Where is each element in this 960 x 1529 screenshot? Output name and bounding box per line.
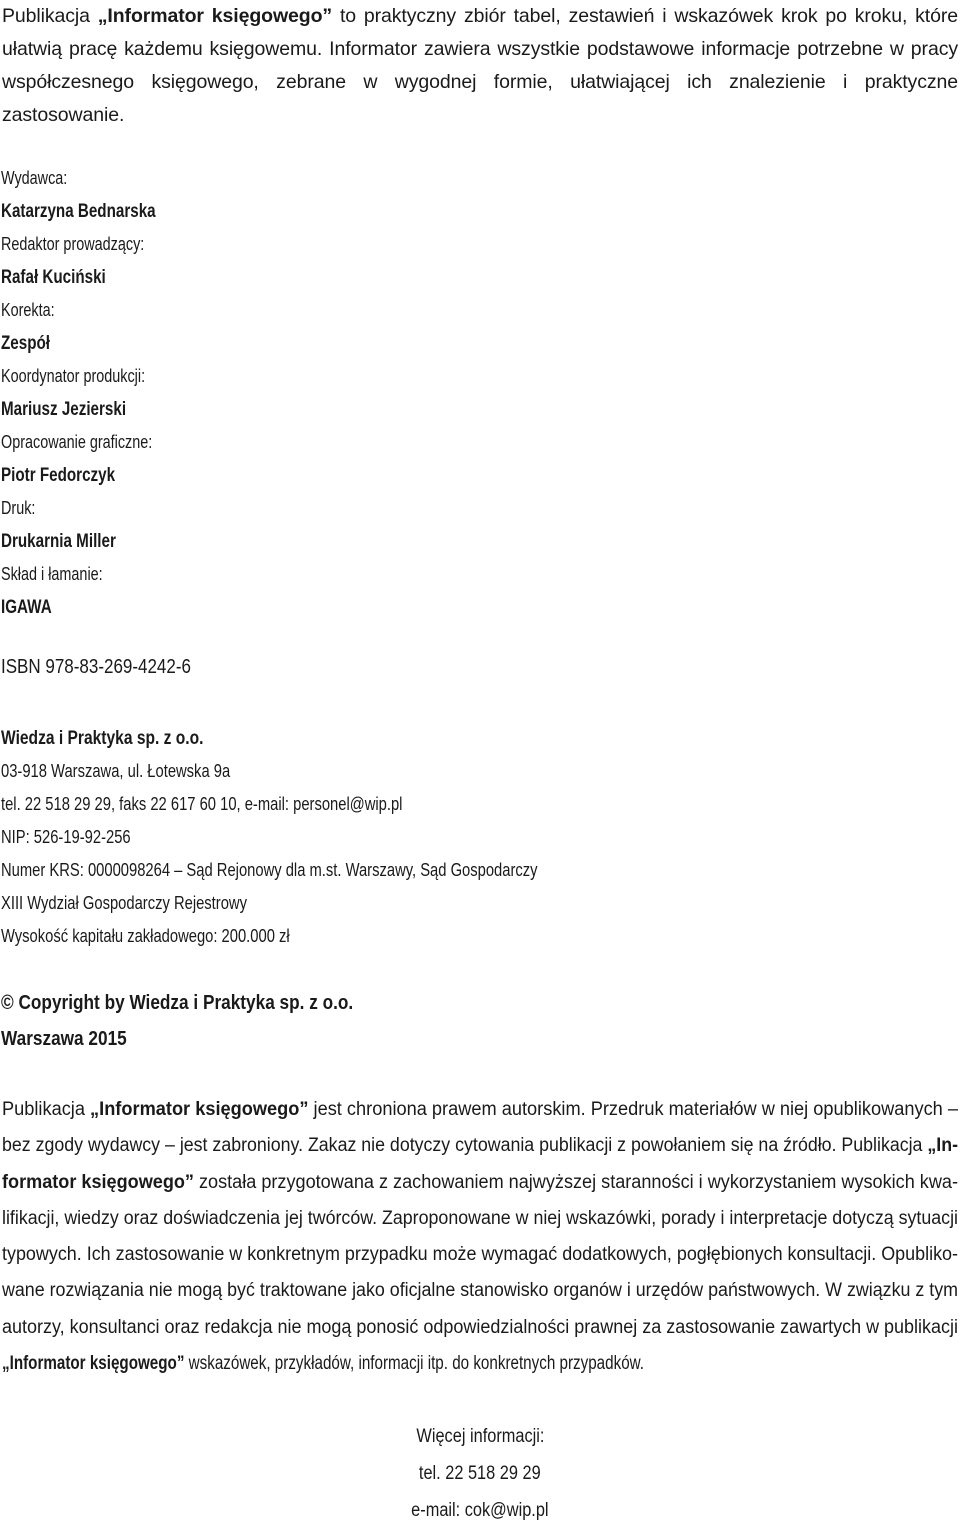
credit-value: Mariusz Jezierski — [1, 399, 127, 420]
legal-line-text — [2, 1201, 958, 1237]
legal-line — [2, 1273, 958, 1309]
legal-text: lifikacji, wiedzy oraz doświadczenia jej twórców. Zaproponowane w niej wskazówki, porady i interpretacje dotyczą sytuacji — [2, 1207, 958, 1229]
credit-value-row — [1, 327, 194, 360]
credit-label-row — [1, 294, 194, 327]
legal-line — [2, 1346, 958, 1382]
contact-block — [0, 1418, 960, 1529]
credit-value: Rafał Kuciński — [1, 267, 106, 288]
copyright-place: Warszawa 2015 — [1, 1027, 127, 1050]
credit-label: Korekta: — [1, 300, 55, 320]
company-info — [1, 722, 655, 953]
legal-line — [2, 1201, 958, 1237]
isbn: ISBN 978-83-269-4242-6 — [1, 656, 191, 678]
company-capital: Wysokość kapitału zakładowego: 200.000 zł — [1, 926, 290, 946]
credit-label: Wydawca: — [1, 168, 68, 188]
legal-line — [2, 1128, 958, 1164]
credit-label: Druk: — [1, 498, 36, 518]
contact-phone: tel. 22 518 29 29 — [419, 1463, 541, 1484]
legal-text: wane rozwiązania nie mogą być traktowane jako oficjalne stanowisko organów i urzędów państwowych. W związku z tym — [2, 1280, 958, 1302]
legal-publication-title: „Informator księgowego” — [2, 1353, 185, 1375]
legal-line-text — [2, 1092, 958, 1128]
credit-label-row — [1, 558, 194, 591]
legal-text: jest chroniona prawem autorskim. Przedruk materiałów w niej opublikowanych – — [308, 1099, 958, 1120]
legal-publication-title: „In- — [927, 1135, 958, 1157]
credit-label: Koordynator produkcji: — [1, 366, 146, 386]
intro-text: to praktyczny zbiór tabel, zestawień i wskazówek krok po kroku, które ułatwią pracę każdemu księgowemu. Informator zawiera wszystkie podstawowe informacje potrzebne w pracy współczesnego księgowego, zebrane w wygodnej formie, ułatwiającej ich znalezienie i praktyczne zastosowanie. — [2, 5, 958, 126]
credit-value-row — [1, 261, 194, 294]
legal-line-text — [2, 1346, 644, 1382]
company-court: XIII Wydział Gospodarczy Rejestrowy — [1, 893, 247, 913]
contact-email: e-mail: cok@wip.pl — [411, 1500, 549, 1521]
credit-value-row — [1, 459, 194, 492]
company-phone: tel. 22 518 29 29, faks 22 617 60 10, e-mail: personel@wip.pl — [1, 794, 403, 814]
legal-line-text — [2, 1165, 958, 1201]
credit-value-row — [1, 591, 194, 624]
legal-text: typowych. Ich zastosowanie w konkretnym przypadku może wymagać dodatkowych, pogłębionych konsultacji. Opubliko- — [2, 1244, 958, 1266]
credit-value: Zespół — [1, 333, 50, 354]
credit-value: IGAWA — [1, 597, 52, 618]
legal-text: bez zgody wydawcy – jest zabroniony. Zakaz nie dotyczy cytowania publikacji z powołaniem się na źródło. Publikacja — [2, 1135, 928, 1157]
credit-label-row — [1, 426, 194, 459]
credit-label-row — [1, 228, 194, 261]
legal-text: wskazówek, przykładów, informacji itp. do konkretnych przypadków. — [184, 1353, 645, 1375]
legal-line-text — [2, 1310, 958, 1346]
credit-value: Drukarnia Miller — [1, 531, 116, 552]
company-address: 03-918 Warszawa, ul. Łotewska 9a — [1, 761, 231, 781]
legal-text: autorzy, konsultanci oraz redakcja nie mogą ponosić odpowiedzialności prawnej za zastosowanie zawartych w publikacji — [2, 1316, 958, 1338]
credit-label-row — [1, 162, 194, 195]
copyright-block — [1, 985, 420, 1057]
legal-line-text — [2, 1128, 958, 1164]
legal-line-text — [2, 1237, 958, 1273]
credit-value-row — [1, 195, 194, 228]
legal-line — [2, 1092, 958, 1128]
legal-publication-title: formator księgowego” — [2, 1171, 194, 1193]
company-nip: NIP: 526-19-92-256 — [1, 827, 131, 847]
legal-line-text — [2, 1273, 958, 1309]
intro-prefix: Publikacja — [2, 5, 98, 27]
copyright-line: © Copyright by Wiedza i Praktyka sp. z o.o. — [1, 991, 354, 1014]
credit-value-row — [1, 525, 194, 558]
company-name: Wiedza i Praktyka sp. z o.o. — [1, 728, 204, 749]
legal-text: Publikacja — [2, 1099, 91, 1120]
credit-label: Opracowanie graficzne: — [1, 432, 153, 452]
credit-value-row — [1, 393, 194, 426]
company-krs: Numer KRS: 0000098264 – Sąd Rejonowy dla m.st. Warszawy, Sąd Gospodarczy — [1, 860, 538, 880]
contact-heading: Więcej informacji: — [415, 1426, 545, 1447]
legal-line — [2, 1310, 958, 1346]
legal-line — [2, 1165, 958, 1201]
legal-text: została przygotowana z zachowaniem najwyższej staranności i wykorzystaniem wysokich kwa- — [193, 1171, 959, 1193]
legal-publication-title: „Informator księgowego” — [90, 1099, 309, 1120]
credit-value: Katarzyna Bednarska — [1, 201, 156, 222]
credit-value: Piotr Fedorczyk — [1, 465, 116, 486]
credits-list — [1, 162, 194, 624]
credit-label-row — [1, 492, 194, 525]
intro-title: „Informator księgowego” — [97, 5, 333, 27]
legal-notice — [2, 1092, 958, 1382]
credit-label-row — [1, 360, 194, 393]
credit-label: Skład i łamanie: — [1, 564, 103, 584]
intro-paragraph — [2, 0, 958, 132]
legal-line — [2, 1237, 958, 1273]
credit-label: Redaktor prowadzący: — [1, 234, 145, 254]
